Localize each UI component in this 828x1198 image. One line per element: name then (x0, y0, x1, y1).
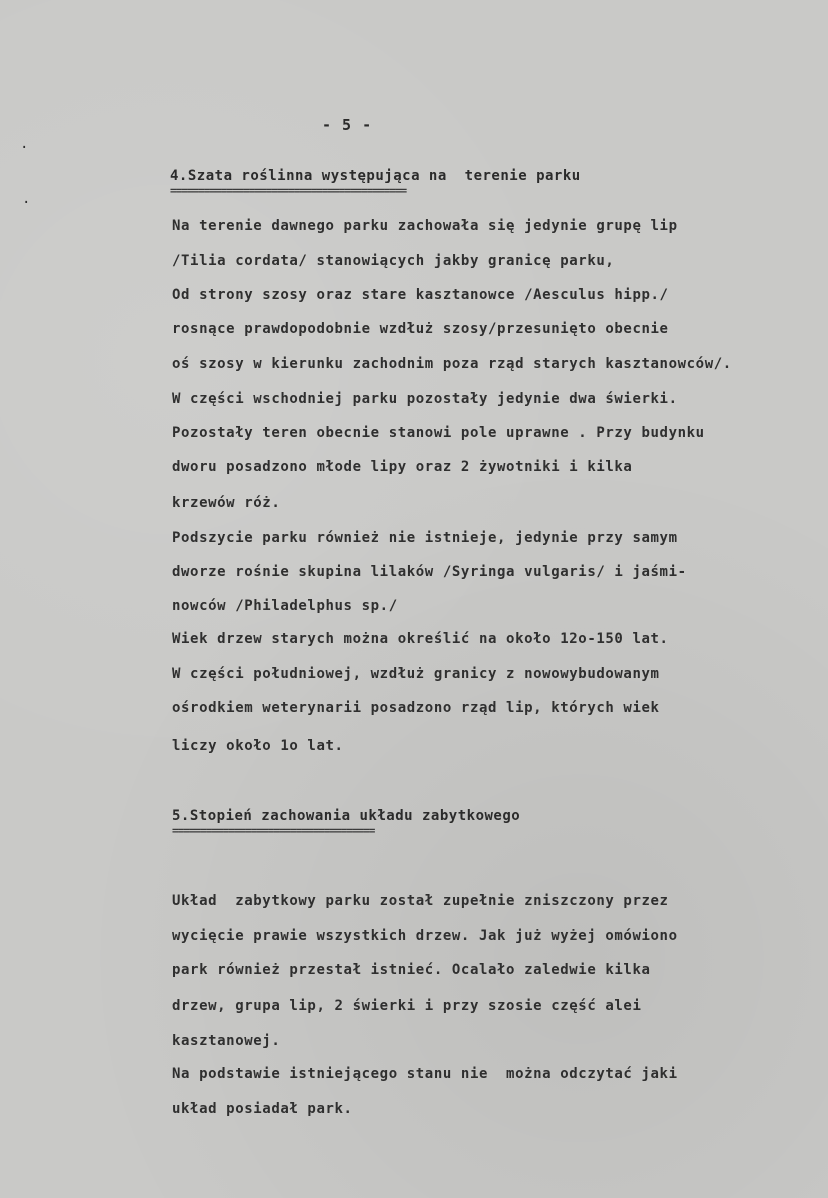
section-4-line: Pozostały teren obecnie stanowi pole uprawne . Przy budynku (172, 425, 705, 441)
section-4-line: Na terenie dawnego parku zachowała się jedynie grupę lip (172, 218, 678, 234)
section-4-line: W części południowej, wzdłuż granicy z nowowybudowanym (172, 666, 660, 682)
section-4-line: liczy około 1o lat. (172, 738, 344, 754)
section-4-line: ośrodkiem weterynarii posadzono rząd lip, których wiek (172, 700, 660, 716)
section-4-line: nowców /Philadelphus sp./ (172, 598, 398, 614)
section-5-line: układ posiadał park. (172, 1101, 353, 1117)
section-5-line: Na podstawie istniejącego stanu nie można odczytać jaki (172, 1066, 678, 1082)
section-5-line: park również przestał istnieć. Ocalało zaledwie kilka (172, 962, 651, 978)
section-4-line: dworu posadzono młode lipy oraz 2 żywotniki i kilka (172, 459, 633, 475)
margin-speck: · (22, 195, 31, 211)
section-5-line: drzew, grupa lip, 2 świerki i przy szosie część alei (172, 998, 642, 1014)
section-4-line: Wiek drzew starych można określić na około 12o-150 lat. (172, 631, 669, 647)
section-4-line: Od strony szosy oraz stare kasztanowce /Aesculus hipp./ (172, 287, 669, 303)
section-5-underline: ==================================== (172, 824, 375, 837)
section-4-line: W części wschodniej parku pozostały jedynie dwa świerki. (172, 391, 678, 407)
margin-speck: · (20, 140, 29, 156)
section-4-underline: ========================================== (170, 184, 407, 197)
section-5-line: wycięcie prawie wszystkich drzew. Jak już wyżej omówiono (172, 928, 678, 944)
section-4-line: Podszycie parku również nie istnieje, jedynie przy samym (172, 530, 678, 546)
section-4-line: rosnące prawdopodobnie wzdłuż szosy/przesunięto obecnie (172, 321, 669, 337)
section-5-line: kasztanowej. (172, 1033, 281, 1049)
section-4-line: oś szosy w kierunku zachodnim poza rząd starych kasztanowców/. (172, 356, 732, 372)
section-4-line: dworze rośnie skupina lilaków /Syringa vulgaris/ i jaśmi- (172, 564, 687, 580)
page-number: - 5 - (322, 116, 373, 134)
section-4-line: /Tilia cordata/ stanowiących jakby granicę parku, (172, 253, 615, 269)
section-5-heading: 5.Stopień zachowania układu zabytkowego (172, 808, 521, 824)
section-5-line: Układ zabytkowy parku został zupełnie zniszczony przez (172, 893, 669, 909)
section-4-heading: 4.Szata roślinna występująca na terenie parku (170, 168, 581, 184)
section-4-line: krzewów róż. (172, 495, 281, 511)
